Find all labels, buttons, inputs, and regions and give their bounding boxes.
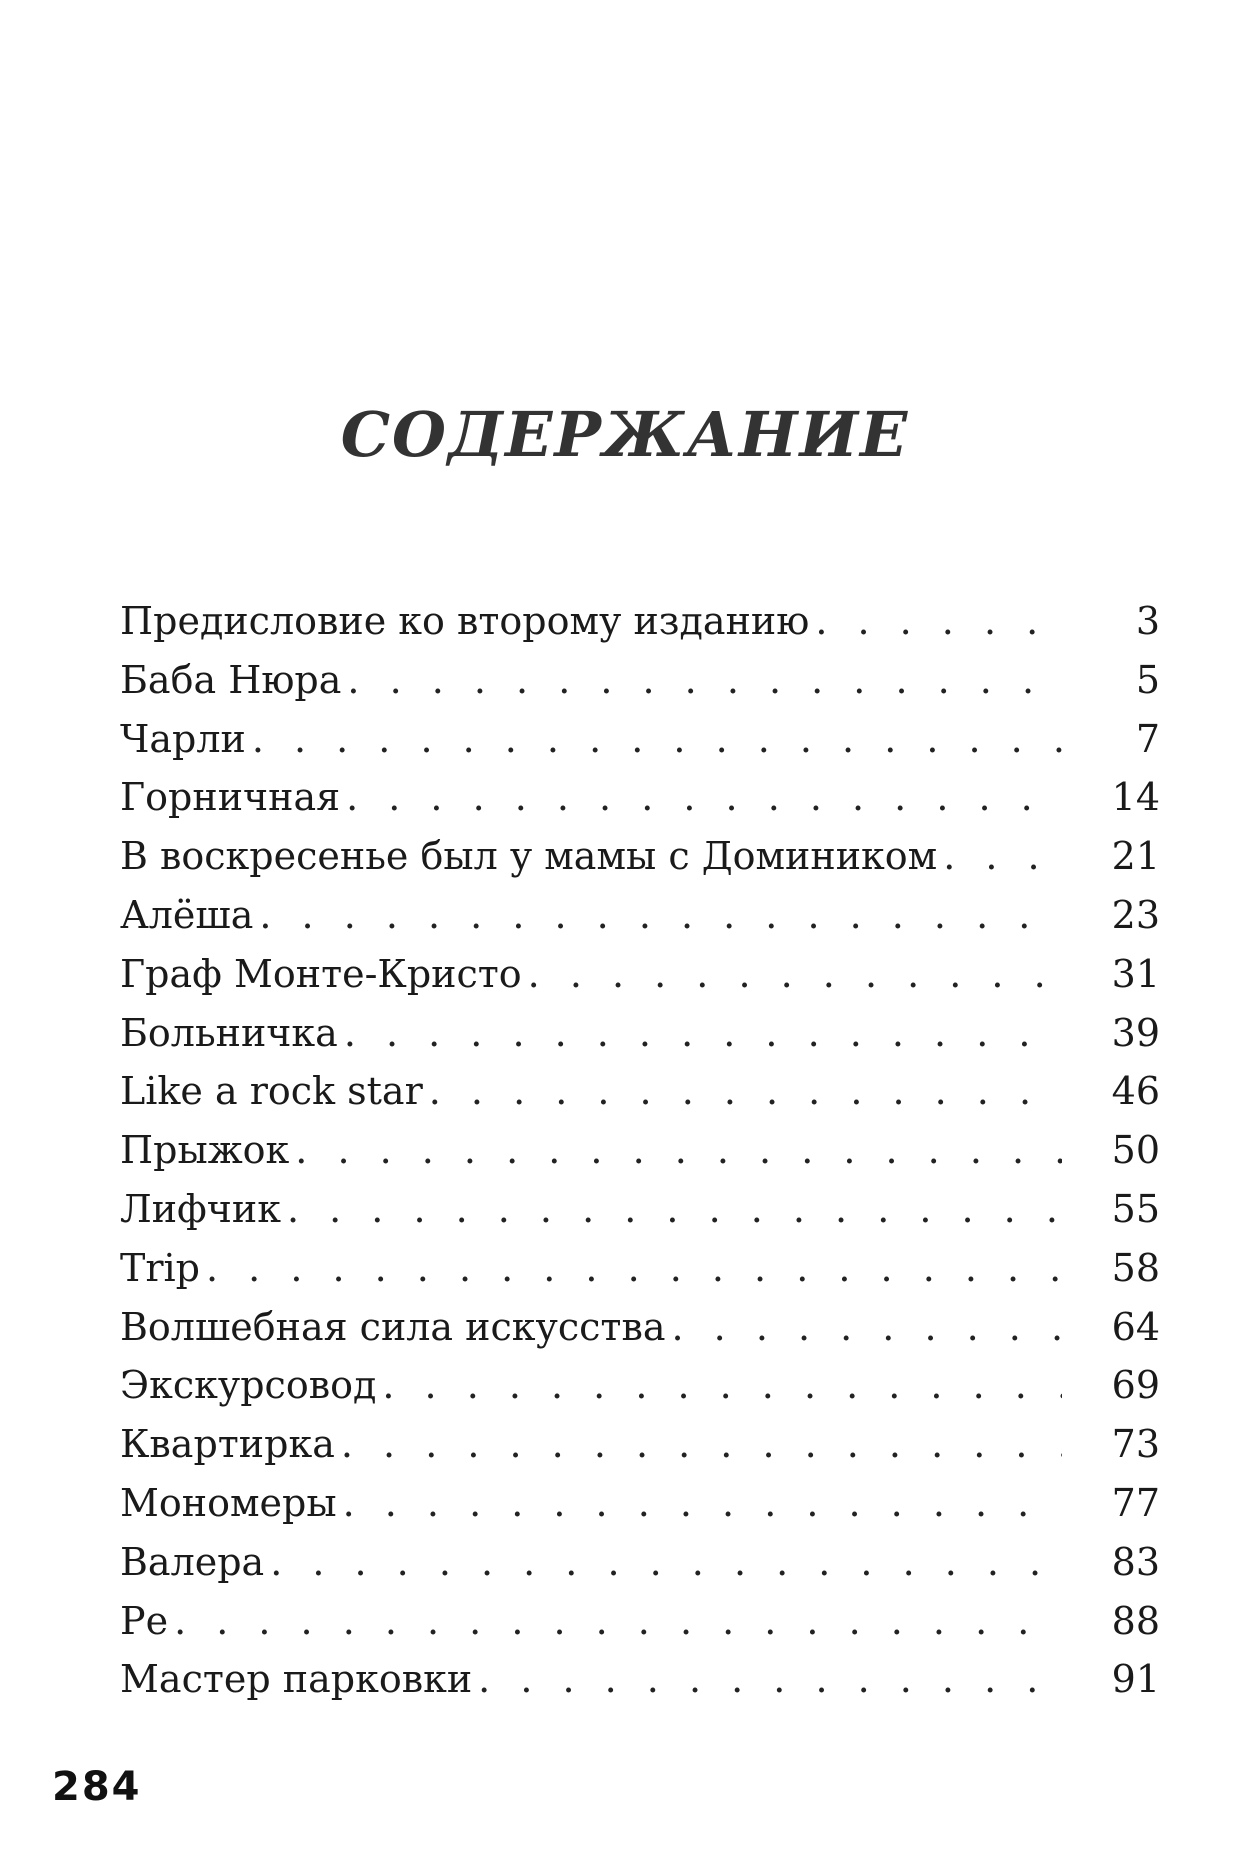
- toc-entry: [120, 827, 1160, 886]
- page-title: СОДЕРЖАНИЕ: [340, 398, 910, 471]
- toc-entry-page: 39: [1111, 1010, 1160, 1055]
- dot-leader: [943, 827, 1062, 886]
- dot-leader: [346, 768, 1062, 827]
- toc-entry-title: Квартирка: [120, 1422, 335, 1467]
- toc-entry-title: Мономеры: [120, 1480, 337, 1525]
- toc-entry-page: 7: [1135, 716, 1160, 761]
- toc-entry: [120, 592, 1160, 651]
- toc-entry-page: 64: [1111, 1304, 1160, 1349]
- toc-entry: [120, 1062, 1160, 1121]
- toc-entry-page: 21: [1111, 834, 1160, 879]
- toc-entry-title: Граф Монте-Кристо: [120, 951, 522, 996]
- toc-entry-page: 31: [1111, 951, 1160, 996]
- toc-entry-title: Прыжок: [120, 1128, 290, 1173]
- page-number: 284: [52, 1764, 142, 1810]
- dot-leader: [429, 1062, 1062, 1121]
- toc-entry-title: Like a rock star: [120, 1069, 423, 1114]
- toc-entry: [120, 1650, 1160, 1709]
- toc-entry-page: 91: [1111, 1657, 1160, 1702]
- dot-leader: [206, 1239, 1062, 1298]
- dot-leader: [287, 1180, 1062, 1239]
- dot-leader: [347, 651, 1062, 710]
- toc-entry: [120, 945, 1160, 1004]
- dot-leader: [815, 592, 1062, 651]
- toc-entry-page: 73: [1111, 1422, 1160, 1467]
- toc-entry: [120, 886, 1160, 945]
- toc-entry: [120, 651, 1160, 710]
- toc-entry-title: Trip: [120, 1245, 200, 1290]
- dot-leader: [344, 1004, 1062, 1063]
- toc-entry-title: Предисловие ко второму изданию: [120, 599, 810, 643]
- toc-entry: [120, 1533, 1160, 1592]
- toc-entry-page: 23: [1111, 892, 1160, 937]
- toc-entry: [120, 1592, 1160, 1651]
- toc-entry-page: 50: [1111, 1128, 1160, 1173]
- toc-entry: [120, 1415, 1160, 1474]
- toc-entry: [120, 710, 1160, 769]
- toc-entry: [120, 1298, 1160, 1357]
- dot-leader: [259, 886, 1062, 945]
- toc-entry-title: Баба Нюра: [120, 657, 342, 702]
- toc-entry-title: Лифчик: [120, 1186, 281, 1231]
- dot-leader: [672, 1298, 1062, 1357]
- dot-leader: [528, 945, 1062, 1004]
- toc-entry-page: 88: [1111, 1598, 1160, 1643]
- toc-entry: [120, 1180, 1160, 1239]
- toc-entry-page: 83: [1111, 1539, 1160, 1584]
- toc-entry: [120, 1356, 1160, 1415]
- toc-entry-page: 69: [1111, 1363, 1160, 1408]
- toc-entry: [120, 1474, 1160, 1533]
- toc-entry-page: 77: [1111, 1480, 1160, 1525]
- toc-entry-page: 3: [1135, 599, 1160, 643]
- toc-entry-page: 58: [1111, 1245, 1160, 1290]
- toc-entry-title: Мастер парковки: [120, 1657, 473, 1702]
- dot-leader: [382, 1356, 1062, 1415]
- dot-leader: [343, 1474, 1062, 1533]
- dot-leader: [252, 710, 1062, 769]
- toc-entry: [120, 1121, 1160, 1180]
- toc-entry-title: Валера: [120, 1539, 265, 1584]
- dot-leader: [174, 1592, 1062, 1651]
- toc-entry: [120, 768, 1160, 827]
- toc-entry-title: Ре: [120, 1598, 169, 1643]
- toc-entry-title: Горничная: [120, 775, 341, 820]
- toc-entry-title: Волшебная сила искусства: [120, 1304, 666, 1349]
- toc-entry-title: В воскресенье был у мамы с Домиником: [120, 834, 938, 879]
- toc-entry: [120, 1004, 1160, 1063]
- toc-entry: [120, 1239, 1160, 1298]
- toc-entry-page: 46: [1111, 1069, 1160, 1114]
- toc-entry-title: Чарли: [120, 716, 246, 761]
- table-of-contents: [120, 592, 1160, 1709]
- toc-entry-title: Экскурсовод: [120, 1363, 377, 1408]
- dot-leader: [478, 1650, 1062, 1709]
- toc-entry-title: Алёша: [120, 892, 254, 937]
- toc-entry-page: 5: [1135, 657, 1160, 702]
- toc-entry-title: Больничка: [120, 1010, 338, 1055]
- dot-leader: [295, 1121, 1062, 1180]
- dot-leader: [270, 1533, 1062, 1592]
- dot-leader: [341, 1415, 1062, 1474]
- toc-entry-page: 14: [1111, 775, 1160, 820]
- toc-entry-page: 55: [1111, 1186, 1160, 1231]
